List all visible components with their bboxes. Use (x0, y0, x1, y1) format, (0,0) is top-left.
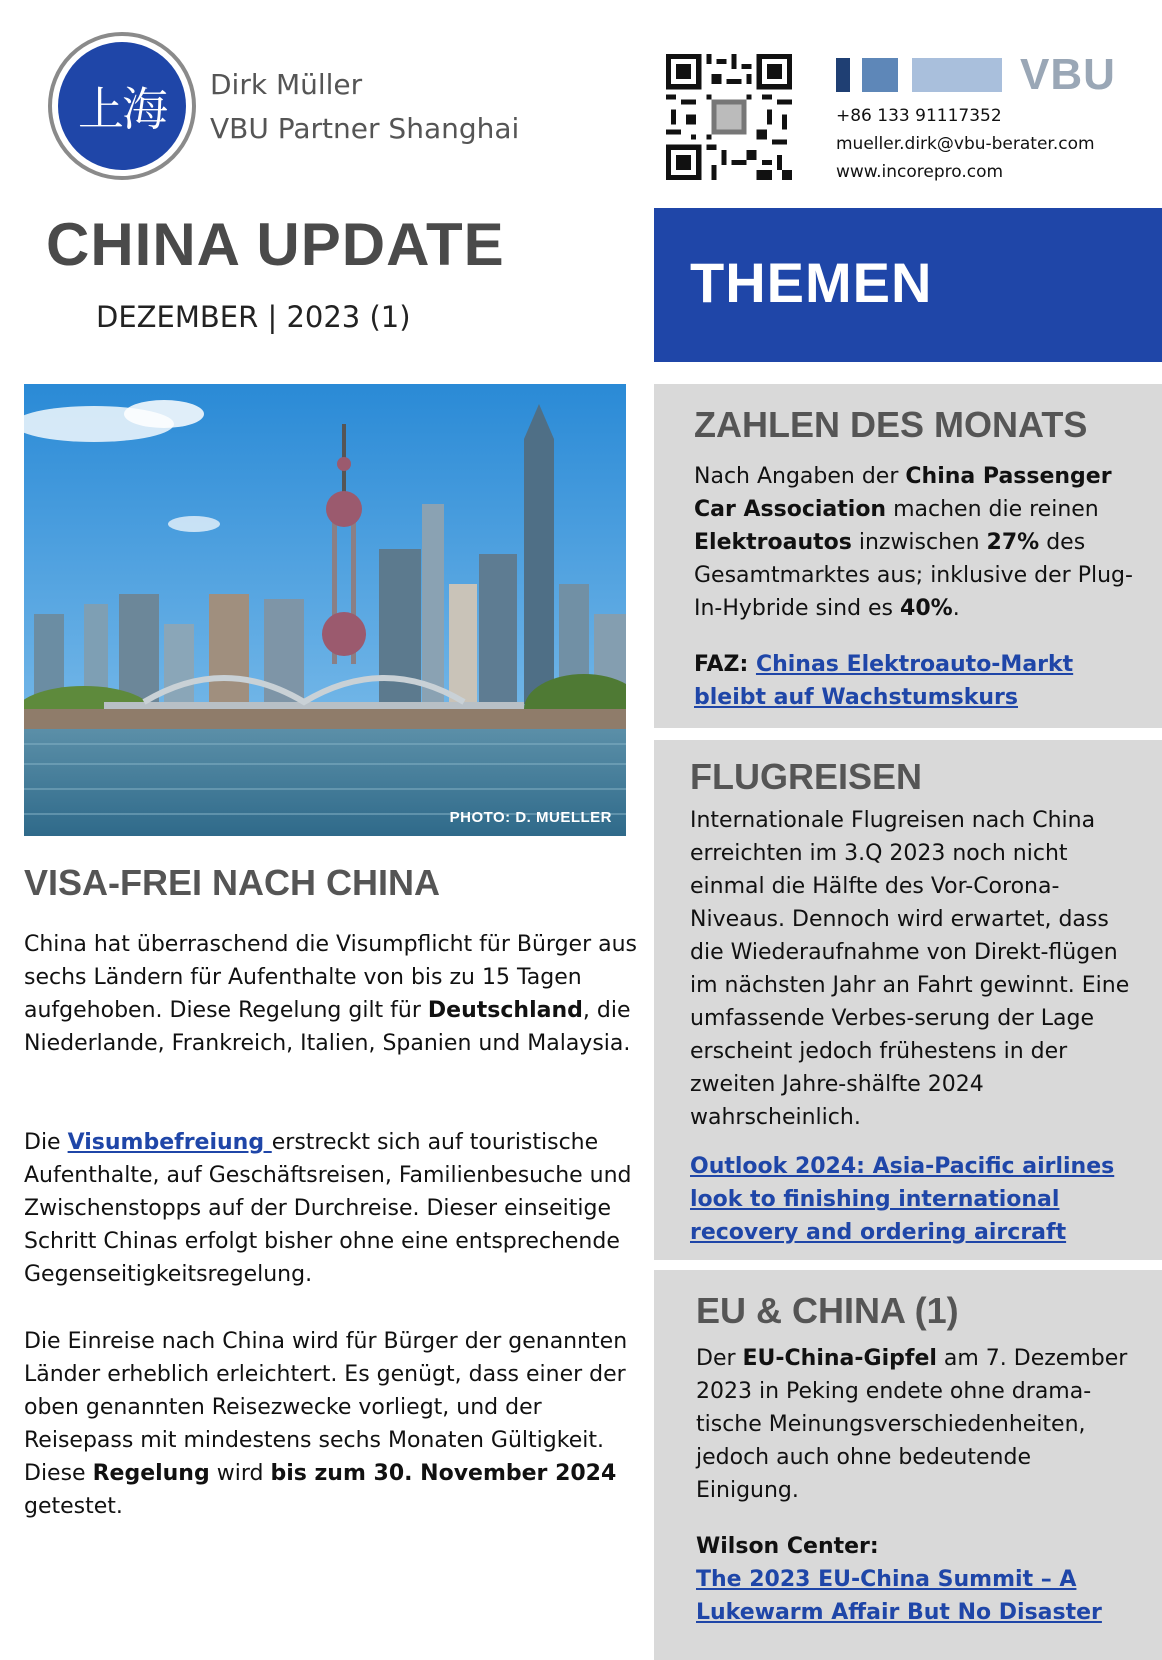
author-role: VBU Partner Shanghai (210, 112, 520, 145)
eu-t1: Der (696, 1346, 743, 1371)
themen-label: THEMEN (690, 251, 933, 314)
visa-p1-text-b: , die Niederlande, Frankreich, Italien, Spanien und Malaysia. (24, 998, 631, 1056)
contact-website[interactable]: www.incorepro.com (836, 162, 1004, 182)
eu-china-heading: EU & CHINA (1) (696, 1290, 959, 1331)
zahlen-source-label: FAZ: (694, 652, 756, 677)
contact-phone: +86 133 91117352 (836, 106, 1002, 126)
zahlen-b3: 27% (986, 530, 1040, 555)
author-name: Dirk Müller (210, 68, 363, 101)
page-subtitle: DEZEMBER | 2023 (1) (96, 300, 411, 334)
zahlen-t1: Nach Angaben der (694, 464, 906, 489)
visa-p3-text-a: Die Einreise nach China wird für Bürger der genannten Länder erheblich erleichtert. Es genügt, dass einer der oben genannten Reisezwecke vorliegt, und der Reisepass mit mindestens sechs Monaten Gültigkeit. Diese (24, 1329, 628, 1486)
zahlen-t3: inzwischen (851, 530, 987, 555)
zahlen-b4: 40% (900, 596, 953, 621)
brand-bar-dark (836, 58, 850, 92)
visa-p3-bold-1: Regelung (92, 1461, 210, 1486)
visa-p2-text-a: Die (24, 1130, 68, 1155)
visa-paragraph-2 (24, 1126, 644, 1291)
wilson-center-label: Wilson Center: (696, 1534, 879, 1559)
eu-china-text (696, 1342, 1140, 1507)
visa-paragraph-3 (24, 1325, 644, 1523)
visa-p3-text-b: wird (209, 1461, 271, 1486)
page-title: CHINA UPDATE (46, 211, 505, 278)
eu-china-source (696, 1530, 1136, 1629)
eu-t2: am 7. Dezember 2023 in Peking endete ohne drama-tische Meinungsverschiedenheiten, jedoch auch ohne bedeutende Einigung. (696, 1346, 1128, 1503)
visa-heading: VISA-FREI NACH CHINA (24, 862, 441, 903)
zahlen-t4: des Gesamtmarktes aus; inklusive der Plug-In-Hybride sind es (694, 530, 1133, 621)
visa-p1-bold: Deutschland (427, 998, 583, 1023)
visa-p1-text-a: China hat überraschend die Visumpflicht für Bürger aus sechs Ländern für Aufenthalte von bis zu 15 Tagen aufgehoben. Diese Regelung gilt für (24, 932, 638, 1023)
zahlen-b1: China Passenger Car Association (694, 464, 1112, 522)
vbu-logo-text: VBU (1020, 50, 1116, 99)
visa-p2-text-b: erstreckt sich auf touristische Aufenthalte, auf Geschäftsreisen, Familienbesuche und Zwischenstopps auf der Durchreise. Dieser einseitige Schritt Chinas erfolgt bisher ohne eine entsprechende Gegenseitigkeitsregelung. (24, 1130, 632, 1287)
visa-paragraph-1 (24, 928, 644, 1060)
flugreisen-text: Internationale Flugreisen nach China erreichten im 3.Q 2023 noch nicht einmal die Hälfte des Vor-Corona-Niveaus. Dennoch wird erwartet, dass die Wiederaufnahme von Direkt-flügen im nächsten Jahr an Fahrt gewinnt. Eine umfassende Verbes-serung der Lage erscheint jedoch frühestens in der zweiten Jahre-shälfte 2024 wahrscheinlich. (690, 808, 1130, 1130)
flugreisen-link-wrap (690, 1150, 1140, 1249)
shanghai-logo (48, 32, 196, 180)
photo-credit: PHOTO: D. MUELLER (449, 809, 612, 826)
visa-p3-text-c: getestet. (24, 1494, 123, 1519)
brand-bar-light (912, 58, 1002, 92)
outlook-2024-link[interactable]: Outlook 2024: Asia-Pacific airlines look to finishing international recovery and ordering aircraft (690, 1154, 1115, 1245)
skyline-illustration (24, 384, 626, 836)
contact-email[interactable]: mueller.dirk@vbu-berater.com (836, 134, 1095, 154)
qr-code-icon (666, 54, 792, 180)
wilson-center-link[interactable]: The 2023 EU-China Summit – A Lukewarm Affair But No Disaster (696, 1567, 1102, 1625)
logo-text: 上海 (58, 42, 186, 170)
zahlen-heading: ZAHLEN DES MONATS (694, 404, 1088, 445)
visumbefreiung-link[interactable]: Visumbefreiung (67, 1130, 272, 1155)
shanghai-skyline-photo (24, 384, 626, 836)
visa-p3-bold-2: bis zum 30. November 2024 (270, 1461, 617, 1486)
zahlen-text (694, 460, 1140, 625)
zahlen-b2: Elektroautos (694, 530, 852, 555)
zahlen-t5: . (952, 596, 960, 621)
brand-bar-mid (862, 58, 898, 92)
flugreisen-heading: FLUGREISEN (690, 756, 923, 797)
faz-article-link[interactable]: Chinas Elektroauto-Markt bleibt auf Wachstumskurs (694, 652, 1074, 710)
eu-b1: EU-China-Gipfel (742, 1346, 937, 1371)
zahlen-t2: machen die reinen (886, 497, 1099, 522)
zahlen-source (694, 648, 1114, 714)
